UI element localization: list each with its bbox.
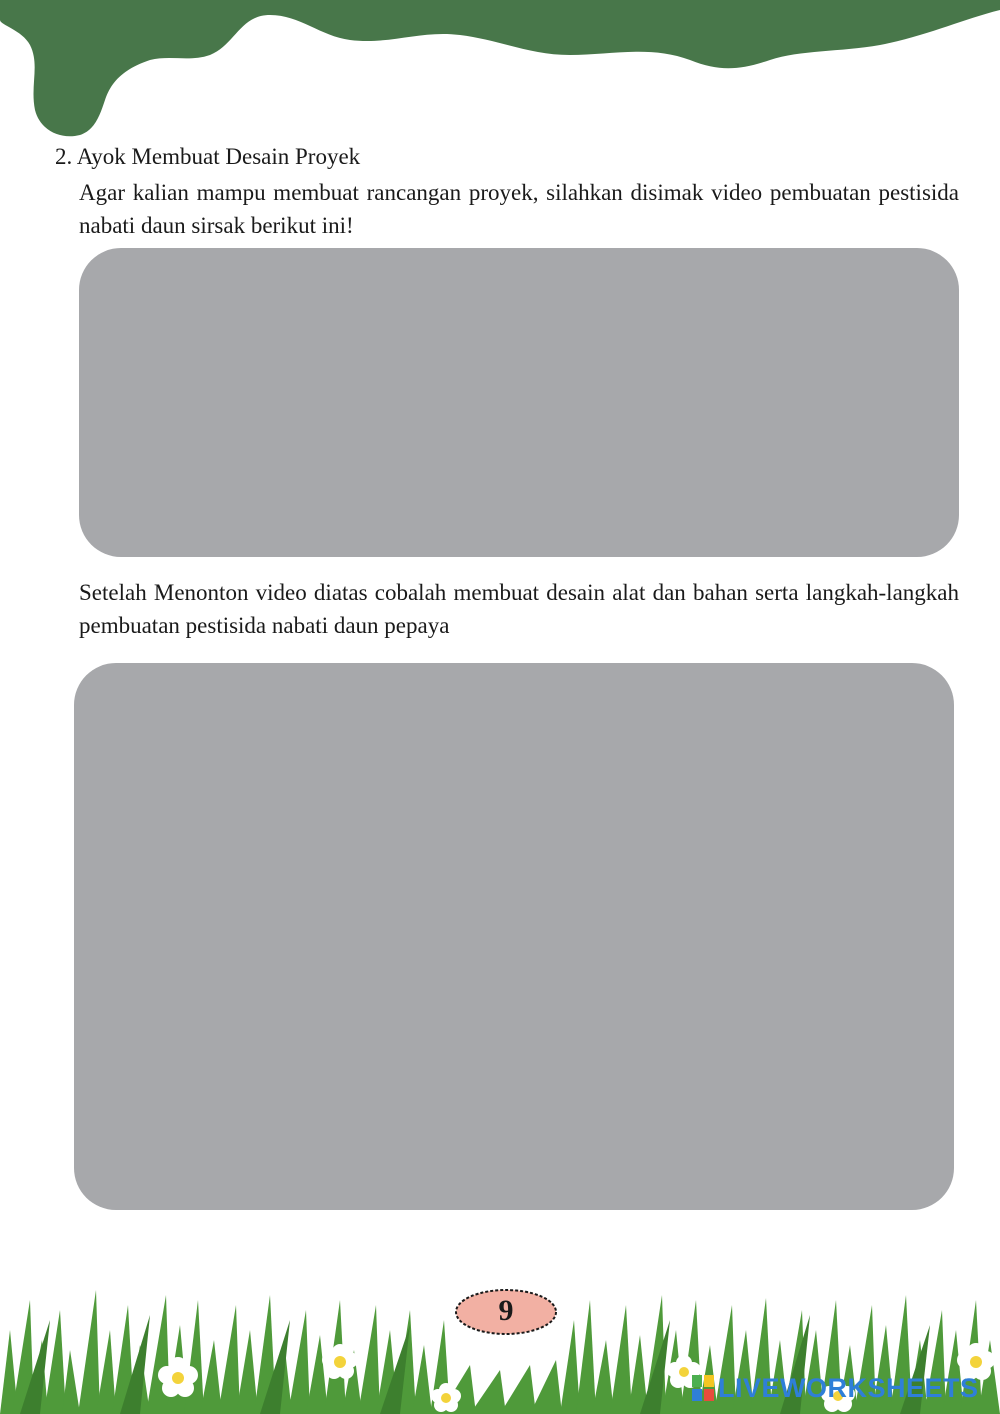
instruction-paragraph: Setelah Menonton video diatas cobalah membuat desain alat dan bahan serta langkah-langkah pembuatan pestisida nabati daun pepaya xyxy=(79,580,959,638)
video-placeholder[interactable] xyxy=(79,248,959,557)
page-number: 9 xyxy=(498,1294,514,1327)
section-heading: 2. Ayok Membuat Desain Proyek xyxy=(55,144,361,169)
design-answer-area[interactable] xyxy=(74,663,954,1210)
liveworksheets-brand: LIVEWORKSHEETS xyxy=(718,1372,979,1403)
intro-paragraph: Agar kalian mampu membuat rancangan proyek, silahkan disimak video pembuatan pestisida nabati daun sirsak berikut ini! xyxy=(79,180,959,238)
liveworksheets-logo xyxy=(692,1370,979,1406)
green-drip-decoration xyxy=(0,0,1000,140)
liveworksheets-icon xyxy=(692,1375,714,1401)
